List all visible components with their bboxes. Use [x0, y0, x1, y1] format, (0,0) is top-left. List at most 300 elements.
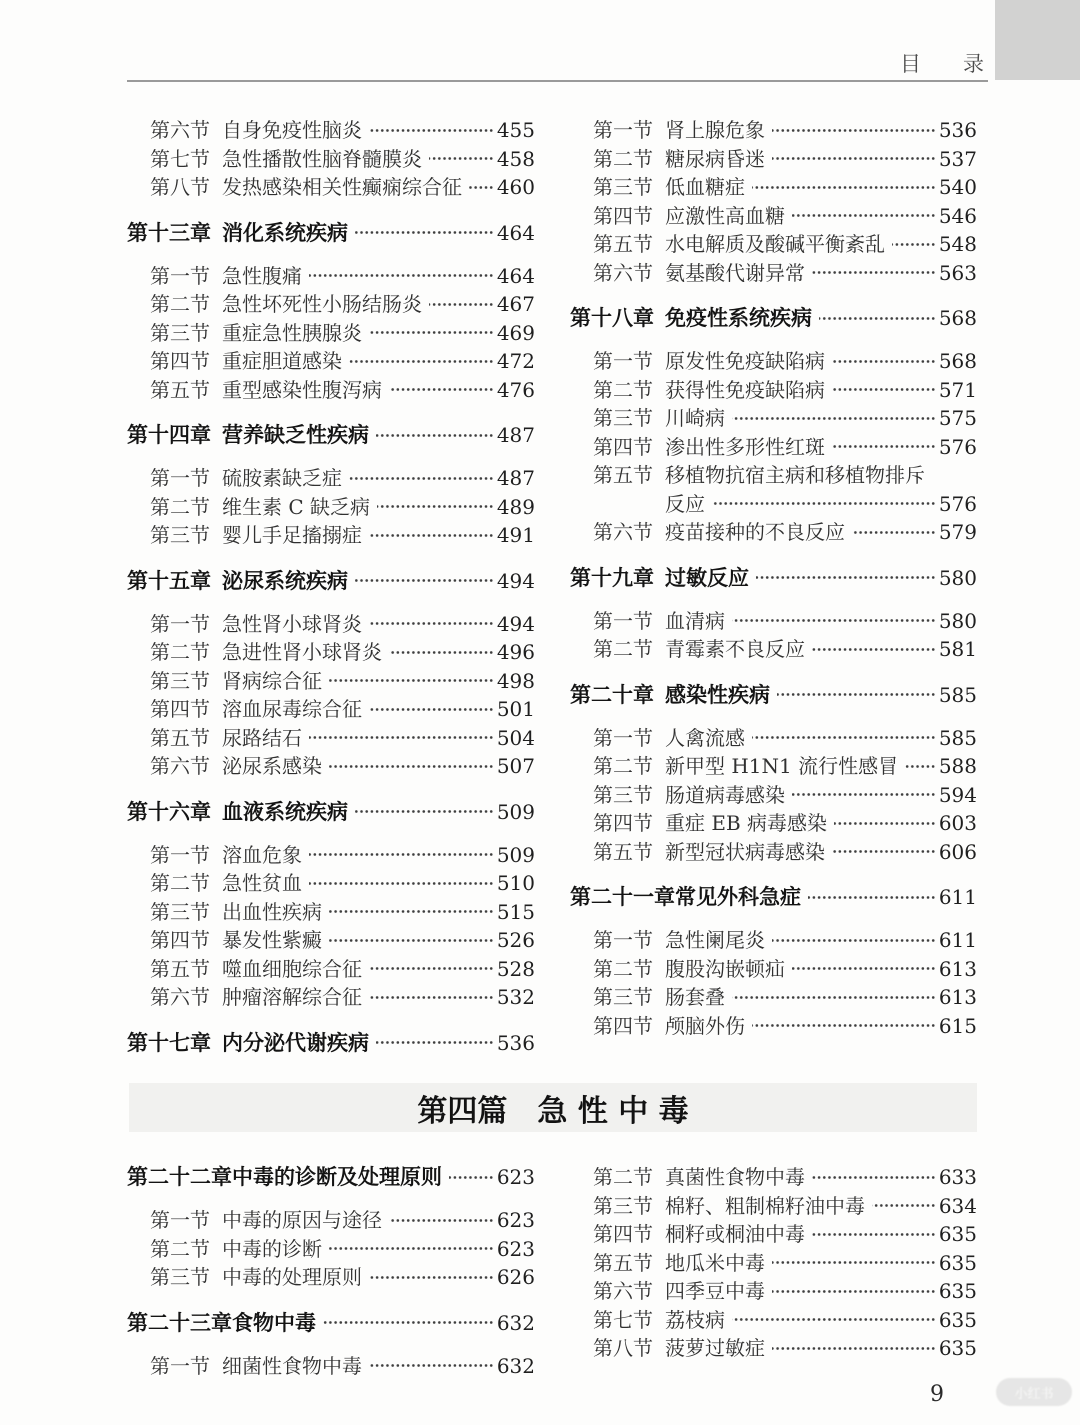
- entry-label: 第五节: [593, 232, 653, 256]
- entry-page: 635: [938, 1279, 977, 1303]
- toc-section-row: [127, 521, 535, 550]
- dot-leader: [369, 983, 494, 1012]
- toc-chapter-row: [127, 1309, 535, 1338]
- entry-label: 第五节: [150, 377, 210, 402]
- dot-leader: [369, 610, 494, 639]
- entry-label: 第一节: [593, 118, 653, 142]
- entry-label: 第十三章: [127, 220, 211, 245]
- entry-title: 自身免疫性脑炎: [222, 118, 362, 142]
- entry-page: 580: [938, 608, 977, 633]
- entry-label: 第四节: [593, 203, 653, 228]
- entry-page: 491: [496, 523, 535, 547]
- entry-title: 原发性免疫缺陷病: [665, 349, 825, 373]
- entry-label: 第十八章: [570, 306, 654, 330]
- entry-title: 四季豆中毒: [665, 1279, 765, 1303]
- toc-chapter-row: [570, 883, 977, 912]
- dot-leader: [369, 319, 494, 348]
- entry-title: 出血性疾病: [222, 899, 322, 924]
- entry-title: 水电解质及酸碱平衡紊乱: [665, 232, 885, 256]
- entry-label: 第二节: [150, 292, 210, 316]
- entry-label: 第五节: [593, 1250, 653, 1275]
- entry-page: 467: [496, 292, 535, 316]
- entry-label: 第二十一章: [570, 885, 675, 909]
- toc-section-row: [570, 809, 977, 838]
- entry-title: 颅脑外伤: [665, 1013, 745, 1038]
- entry-title: 急性坏死性小肠结肠炎: [222, 292, 422, 316]
- entry-label: 第六节: [593, 1279, 653, 1303]
- dot-leader: [323, 1309, 494, 1338]
- dot-leader: [772, 926, 936, 955]
- entry-label: 第七节: [150, 146, 210, 171]
- entry-page: 489: [496, 494, 535, 519]
- entry-title: 人禽流感: [665, 725, 745, 750]
- toc-section-row: [570, 926, 977, 955]
- entry-page: 603: [938, 811, 977, 835]
- entry-page: 613: [938, 956, 977, 981]
- entry-label: 第三节: [150, 1265, 210, 1289]
- toc-section-row: [127, 695, 535, 724]
- entry-page: 532: [496, 985, 535, 1009]
- toc-section-row: [570, 955, 977, 984]
- toc-section-row: [127, 724, 535, 753]
- entry-title: 溶血尿毒综合征: [222, 697, 362, 721]
- toc-section-row: [127, 898, 535, 927]
- entry-label: 第五节: [593, 839, 653, 864]
- entry-page: 494: [496, 611, 535, 636]
- corner-block: [995, 0, 1080, 80]
- dot-leader: [834, 809, 936, 838]
- dot-leader: [389, 376, 494, 405]
- entry-label: 第二节: [150, 640, 210, 664]
- entry-label: 第四节: [593, 1013, 653, 1038]
- toc-section-row: [127, 290, 535, 319]
- dot-leader: [732, 607, 936, 636]
- toc-section-row: [127, 667, 535, 696]
- entry-label: 第二节: [150, 1236, 210, 1261]
- entry-page: 579: [938, 520, 977, 544]
- toc-chapter-row: [127, 421, 535, 450]
- entry-label: 第十七章: [127, 1030, 211, 1055]
- toc-chapter-row: [570, 564, 977, 593]
- entry-title: 噬血细胞综合征: [222, 956, 362, 981]
- entry-page: 615: [938, 1013, 977, 1038]
- entry-label: 第十五章: [127, 568, 211, 593]
- entry-label: 第一节: [150, 1353, 210, 1378]
- toc-section-row: [127, 752, 535, 781]
- entry-label: 第一节: [150, 1208, 210, 1232]
- entry-title: 菠萝过敏症: [665, 1336, 765, 1360]
- dot-leader: [752, 724, 936, 753]
- dot-leader: [369, 1263, 494, 1292]
- toc-section-row: [570, 724, 977, 753]
- part-banner: 第四篇 急 性 中 毒: [129, 1083, 977, 1132]
- entry-page: 498: [496, 668, 535, 693]
- toc-section-row: [570, 1163, 977, 1192]
- entry-title: 肾上腺危象: [665, 118, 765, 142]
- entry-title: 内分泌代谢疾病: [222, 1030, 369, 1055]
- dot-leader: [376, 1029, 494, 1058]
- entry-title: 棉籽、粗制棉籽油中毒: [665, 1193, 865, 1218]
- toc-section-row: [127, 869, 535, 898]
- dot-leader: [309, 841, 494, 870]
- dot-leader: [376, 421, 494, 450]
- toc-section-row: [570, 230, 977, 259]
- toc-chapter-row: [127, 219, 535, 248]
- toc-section-row: [570, 781, 977, 810]
- dot-leader: [832, 433, 936, 462]
- entry-page: 575: [938, 406, 977, 430]
- toc-chapter-row: [127, 567, 535, 596]
- entry-label: 第二节: [593, 377, 653, 402]
- entry-label: 第二节: [593, 146, 653, 171]
- entry-title: 肿瘤溶解综合征: [222, 985, 362, 1009]
- entry-page: 585: [938, 725, 977, 750]
- dot-leader: [832, 838, 936, 867]
- dot-leader: [872, 1192, 936, 1221]
- dot-leader: [792, 955, 936, 984]
- toc-section-row: [570, 752, 977, 781]
- entry-title: 中毒的诊断: [222, 1236, 322, 1261]
- toc-section-row: [570, 347, 977, 376]
- entry-page: 537: [938, 146, 977, 171]
- entry-label: 第五节: [150, 956, 210, 981]
- entry-page: 632: [496, 1353, 535, 1378]
- entry-label: 第四节: [593, 1222, 653, 1246]
- dot-leader: [355, 219, 494, 248]
- entry-title: 肠道病毒感染: [665, 782, 785, 807]
- toc-section-row: [127, 116, 535, 145]
- dot-leader: [732, 1306, 936, 1335]
- entry-title: 新甲型 H1N1 流行性感冒: [665, 754, 899, 778]
- toc-section-row: [570, 1277, 977, 1306]
- dot-leader: [905, 752, 936, 781]
- entry-title: 中毒的诊断及处理原则: [232, 1165, 442, 1189]
- toc-section-row: [570, 1306, 977, 1335]
- entry-title: 桐籽或桐油中毒: [665, 1222, 805, 1246]
- entry-label: 第十九章: [570, 565, 654, 590]
- entry-label: 第二节: [593, 956, 653, 981]
- toc-chapter-row: [127, 1029, 535, 1058]
- entry-page: 548: [938, 232, 977, 256]
- entry-label: 第八节: [593, 1336, 653, 1360]
- entry-title: 食物中毒: [232, 1310, 316, 1335]
- entry-page: 515: [496, 899, 535, 924]
- toc-section-row: [570, 376, 977, 405]
- entry-page: 611: [938, 885, 977, 909]
- entry-page: 469: [496, 320, 535, 345]
- entry-label: 第十四章: [127, 423, 211, 447]
- entry-label: 第六节: [593, 260, 653, 285]
- entry-title: 发热感染相关性癫痫综合征: [222, 175, 462, 199]
- dot-leader: [355, 567, 494, 596]
- toc-section-row: [127, 347, 535, 376]
- entry-label: 第一节: [150, 611, 210, 636]
- toc-section-row: [127, 983, 535, 1012]
- toc-section-row: [127, 145, 535, 174]
- entry-page: 611: [938, 928, 977, 952]
- entry-title: 常见外科急症: [675, 885, 801, 909]
- dot-leader: [369, 1352, 494, 1381]
- entry-label: 第三节: [150, 668, 210, 693]
- dot-leader: [329, 1235, 494, 1264]
- entry-title: 氨基酸代谢异常: [665, 260, 805, 285]
- entry-label: 第二节: [593, 1165, 653, 1189]
- dot-leader: [309, 262, 494, 291]
- toc-section-row: [570, 173, 977, 202]
- entry-title: 新型冠状病毒感染: [665, 839, 825, 864]
- entry-label: 第四节: [150, 928, 210, 952]
- entry-title: 川崎病: [665, 406, 725, 430]
- entry-page: 626: [496, 1265, 535, 1289]
- entry-page: 635: [938, 1222, 977, 1246]
- dot-leader: [732, 983, 936, 1012]
- toc-section-row: [127, 493, 535, 522]
- entry-title: 低血糖症: [665, 175, 745, 199]
- entry-title: 获得性免疫缺陷病: [665, 377, 825, 402]
- entry-label: 第四节: [593, 811, 653, 835]
- entry-title: 感染性疾病: [665, 682, 770, 707]
- entry-title: 反应: [665, 491, 705, 516]
- entry-title: 重症 EB 病毒感染: [665, 811, 828, 835]
- toc-section-row: [127, 1235, 535, 1264]
- dot-leader: [772, 145, 936, 174]
- toc-section-row: [570, 259, 977, 288]
- watermark-badge: 小红书: [996, 1378, 1072, 1406]
- entry-label: 第四节: [150, 697, 210, 721]
- entry-label: 第六节: [150, 754, 210, 778]
- entry-page: 528: [496, 956, 535, 981]
- entry-label: 第三节: [150, 899, 210, 924]
- toc-section-row: [570, 983, 977, 1012]
- dot-leader: [812, 1163, 936, 1192]
- entry-title: 急性阑尾炎: [665, 928, 765, 952]
- dot-leader: [712, 490, 936, 519]
- entry-label: 第一节: [150, 263, 210, 288]
- entry-title: 泌尿系感染: [222, 754, 322, 778]
- toc-section-row: [570, 1192, 977, 1221]
- dot-leader: [752, 173, 936, 202]
- entry-title: 中毒的处理原则: [222, 1265, 362, 1289]
- entry-label: 第六节: [150, 118, 210, 142]
- dot-leader: [777, 681, 936, 710]
- entry-page: 635: [938, 1307, 977, 1332]
- dot-leader: [808, 883, 936, 912]
- toc-section-row: [570, 838, 977, 867]
- toc-section-row: [570, 404, 977, 433]
- dot-leader: [349, 464, 494, 493]
- entry-page: 633: [938, 1165, 977, 1189]
- dot-leader: [772, 1249, 936, 1278]
- dot-leader: [732, 404, 936, 433]
- entry-page: 509: [496, 842, 535, 867]
- entry-title: 疫苗接种的不良反应: [665, 520, 845, 544]
- entry-page: 563: [938, 260, 977, 285]
- entry-label: 第五节: [593, 463, 653, 487]
- entry-label: 第一节: [593, 928, 653, 952]
- entry-title: 中毒的原因与途径: [222, 1208, 382, 1232]
- entry-page: 464: [496, 263, 535, 288]
- entry-page: 613: [938, 985, 977, 1009]
- entry-page: 635: [938, 1336, 977, 1360]
- entry-title: 肾病综合征: [222, 668, 322, 693]
- toc-section-row: [127, 173, 535, 202]
- entry-label: 第十六章: [127, 799, 211, 824]
- entry-page: 634: [938, 1193, 977, 1218]
- dot-leader: [812, 259, 936, 288]
- header-rule: [127, 80, 988, 82]
- entry-label: 第二十二章: [127, 1165, 232, 1189]
- dot-leader: [792, 202, 936, 231]
- dot-leader: [369, 521, 494, 550]
- entry-page: 568: [938, 306, 977, 330]
- toc-column-top-left: [127, 116, 535, 1072]
- entry-label: 第二十章: [570, 682, 654, 707]
- entry-title: 应激性高血糖: [665, 203, 785, 228]
- entry-label: 第二十三章: [127, 1310, 232, 1335]
- entry-title: 渗出性多形性红斑: [665, 434, 825, 459]
- entry-label: 第一节: [150, 842, 210, 867]
- entry-title: 糖尿病昏迷: [665, 146, 765, 171]
- toc-section-row: [570, 202, 977, 231]
- dot-leader: [892, 230, 936, 259]
- entry-page: 568: [938, 349, 977, 373]
- dot-leader: [852, 518, 936, 547]
- toc-section-row: [127, 464, 535, 493]
- toc-column-bottom-right: [570, 1163, 977, 1363]
- toc-section-row: [570, 461, 977, 490]
- entry-label: 第三节: [593, 985, 653, 1009]
- dot-leader: [329, 752, 494, 781]
- toc-section-row: [570, 145, 977, 174]
- entry-title: 肠套叠: [665, 985, 725, 1009]
- toc-section-row: [570, 1012, 977, 1041]
- dot-leader: [832, 376, 936, 405]
- entry-page: 546: [938, 203, 977, 228]
- entry-label: 第五节: [150, 725, 210, 750]
- entry-title: 重症急性胰腺炎: [222, 320, 362, 345]
- entry-page: 588: [938, 754, 977, 778]
- entry-page: 594: [938, 782, 977, 807]
- entry-label: 第七节: [593, 1307, 653, 1332]
- page-title: 目 录: [900, 52, 984, 76]
- toc-section-row: [570, 1220, 977, 1249]
- dot-leader: [369, 955, 494, 984]
- entry-page: 501: [496, 697, 535, 721]
- toc-section-row: [127, 1352, 535, 1381]
- entry-page: 606: [938, 839, 977, 864]
- entry-page: 494: [496, 568, 535, 593]
- entry-page: 496: [496, 640, 535, 664]
- entry-title: 细菌性食物中毒: [222, 1353, 362, 1378]
- entry-label: 第四节: [150, 349, 210, 373]
- entry-page: 455: [496, 118, 535, 142]
- entry-title: 腹股沟嵌顿疝: [665, 956, 785, 981]
- dot-leader: [377, 493, 494, 522]
- entry-title: 过敏反应: [665, 565, 749, 590]
- dot-leader: [772, 116, 936, 145]
- entry-label: 第一节: [593, 725, 653, 750]
- dot-leader: [772, 1277, 936, 1306]
- toc-section-row: [127, 262, 535, 291]
- entry-title: 维生素 C 缺乏病: [222, 494, 371, 519]
- entry-page: 509: [496, 799, 535, 824]
- dot-leader: [429, 290, 494, 319]
- entry-title: 泌尿系统疾病: [222, 568, 348, 593]
- page-number: 9: [930, 1382, 944, 1407]
- entry-page: 576: [938, 434, 977, 459]
- entry-label: 第一节: [593, 349, 653, 373]
- toc-section-row: [127, 841, 535, 870]
- dot-leader: [756, 564, 936, 593]
- entry-title: 移植物抗宿主病和移植物排斥: [665, 463, 925, 487]
- dot-leader: [449, 1163, 494, 1192]
- entry-label: 第一节: [593, 608, 653, 633]
- entry-page: 476: [496, 377, 535, 402]
- entry-label: 第二节: [593, 754, 653, 778]
- entry-title: 硫胺素缺乏症: [222, 466, 342, 490]
- dot-leader: [812, 1220, 936, 1249]
- toc-section-row: [127, 1263, 535, 1292]
- toc-section-row: [570, 1334, 977, 1363]
- entry-page: 504: [496, 725, 535, 750]
- entry-page: 487: [496, 466, 535, 490]
- entry-label: 第二节: [150, 871, 210, 895]
- entry-page: 581: [938, 637, 977, 661]
- entry-label: 第二节: [150, 494, 210, 519]
- entry-label: 第三节: [593, 1193, 653, 1218]
- dot-leader: [792, 781, 936, 810]
- entry-page: 632: [496, 1310, 535, 1335]
- entry-label: 第三节: [593, 406, 653, 430]
- entry-title: 尿路结石: [222, 725, 302, 750]
- entry-page: 526: [496, 928, 535, 952]
- entry-title: 营养缺乏性疾病: [222, 423, 369, 447]
- entry-title: 急性腹痛: [222, 263, 302, 288]
- entry-page: 585: [938, 682, 977, 707]
- toc-section-row: [127, 638, 535, 667]
- entry-label: 第四节: [593, 434, 653, 459]
- dot-leader: [389, 1206, 494, 1235]
- dot-leader: [309, 869, 494, 898]
- dot-leader: [349, 347, 494, 376]
- entry-title: 急性播散性脑脊髓膜炎: [222, 146, 422, 171]
- toc-section-row: [570, 607, 977, 636]
- entry-title: 婴儿手足搐搦症: [222, 523, 362, 547]
- entry-title: 暴发性紫癜: [222, 928, 322, 952]
- entry-page: 507: [496, 754, 535, 778]
- toc-section-row: [127, 376, 535, 405]
- toc-section-row: [127, 319, 535, 348]
- entry-title: 急性贫血: [222, 871, 302, 895]
- dot-leader: [369, 695, 494, 724]
- toc-chapter-row: [570, 304, 977, 333]
- entry-title: 重型感染性腹泻病: [222, 377, 382, 402]
- entry-title: 急性肾小球肾炎: [222, 611, 362, 636]
- entry-label: 第六节: [593, 520, 653, 544]
- entry-page: 460: [496, 175, 535, 199]
- entry-page: 576: [938, 491, 977, 516]
- toc-chapter-row: [127, 1163, 535, 1192]
- entry-title: 重症胆道感染: [222, 349, 342, 373]
- toc-section-row: [570, 1249, 977, 1278]
- entry-page: 487: [496, 423, 535, 447]
- entry-page: 472: [496, 349, 535, 373]
- entry-page: 623: [496, 1208, 535, 1232]
- dot-leader: [429, 145, 494, 174]
- dot-leader: [329, 667, 494, 696]
- entry-label: 第三节: [593, 175, 653, 199]
- dot-leader: [369, 116, 494, 145]
